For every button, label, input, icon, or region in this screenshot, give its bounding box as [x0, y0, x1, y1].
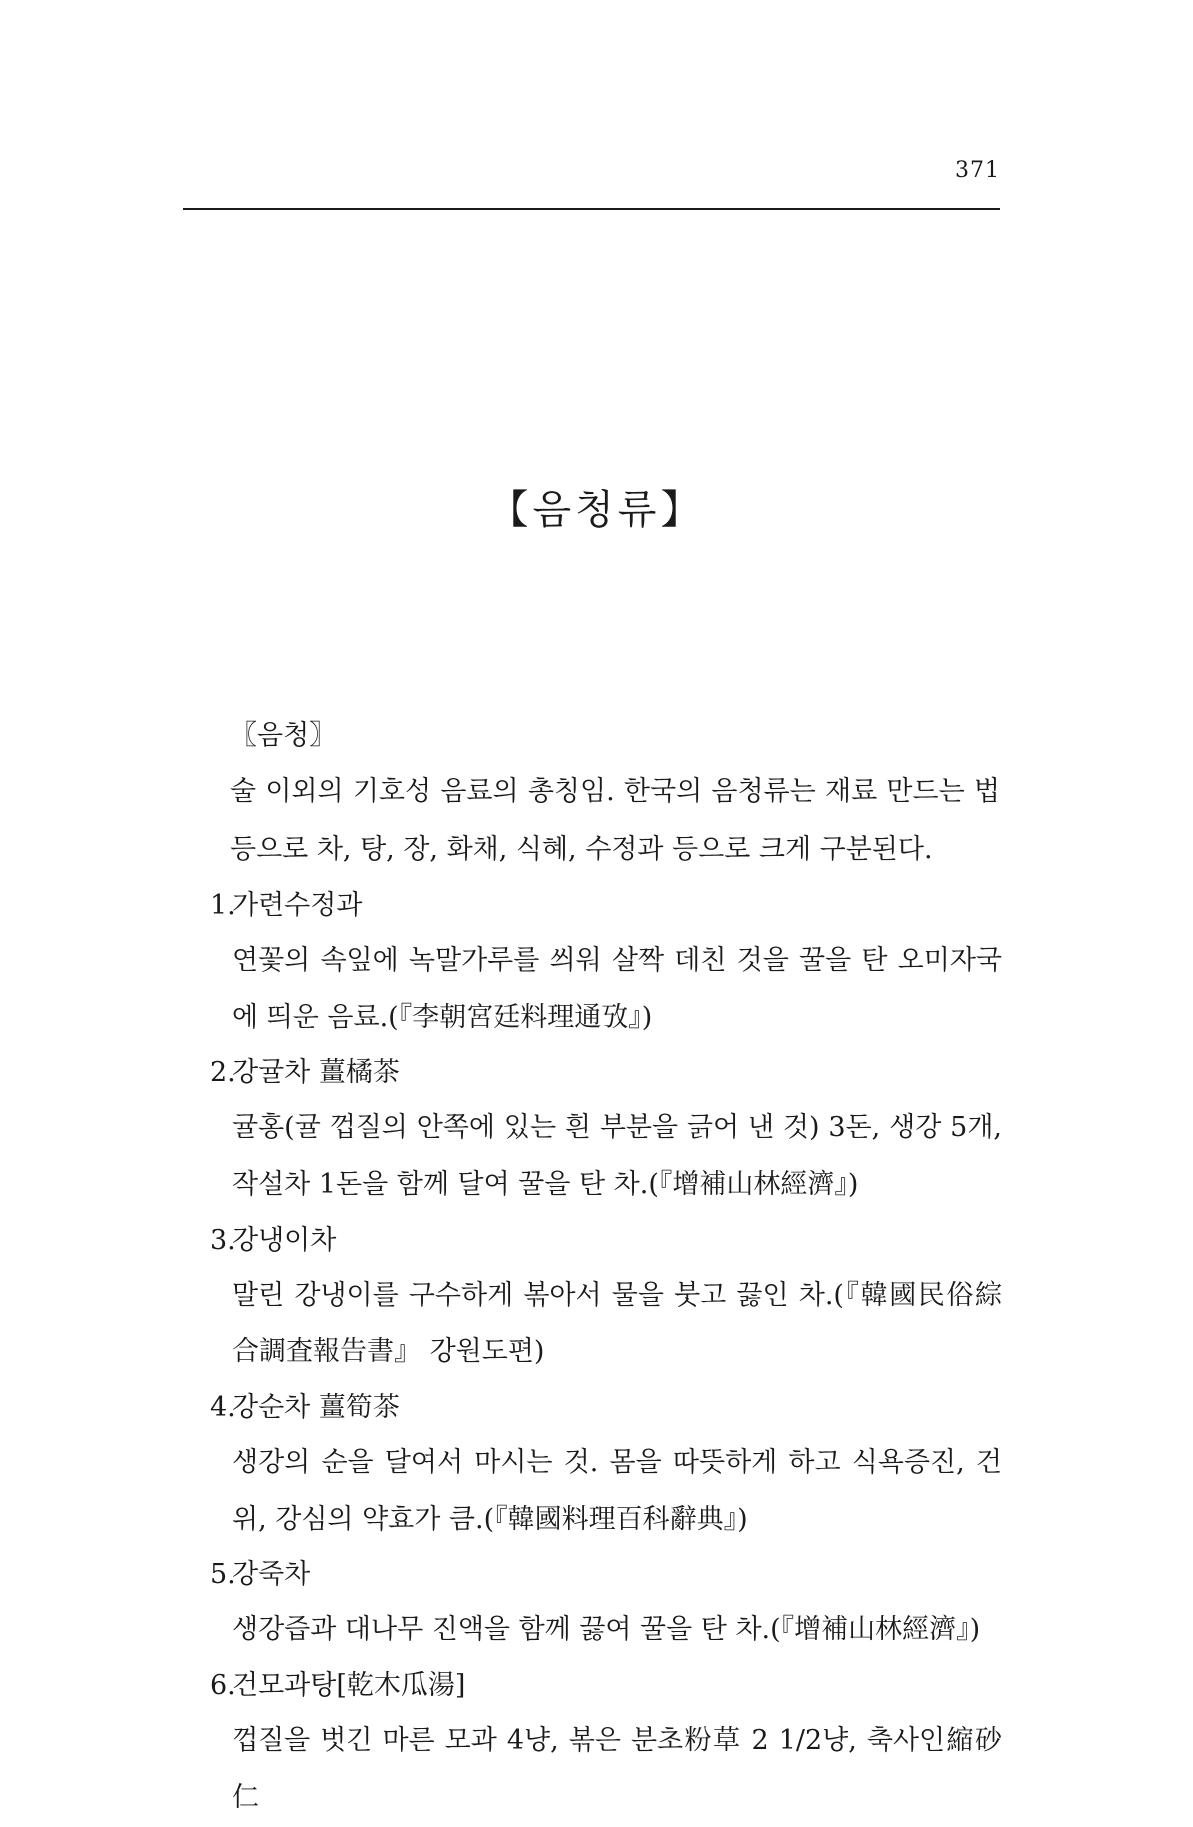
entry-number: 3.	[210, 1224, 236, 1256]
entry-title-line	[210, 1659, 1000, 1713]
entry-number: 5.	[210, 1559, 236, 1591]
entry-number: 2.	[210, 1057, 236, 1089]
entry-description: 껍질을 벗긴 마른 모과 4냥, 볶은 분초粉草 2 1/2냥, 축사인縮砂仁	[232, 1725, 1002, 1813]
entry-title: 강순차 薑筍茶	[232, 1392, 400, 1424]
entry-list	[210, 879, 1000, 1827]
entry-title-line	[210, 1046, 1000, 1100]
entry-4	[210, 1381, 1000, 1548]
entry-1	[210, 879, 1000, 1046]
entry-title: 강죽차	[232, 1559, 311, 1591]
entry-5	[210, 1548, 1000, 1659]
page-number: 371	[955, 158, 1000, 183]
entry-number: 1.	[210, 889, 236, 921]
section-heading: 〖음청〗	[230, 720, 337, 751]
entry-description: 생강의 순을 달여서 마시는 것. 몸을 따뜻하게 하고 식욕증진, 건위, 강심의 약효가 큼.(『韓國料理百科辭典』)	[232, 1447, 1002, 1535]
entry-6	[210, 1659, 1000, 1826]
section-intro: 술 이외의 기호성 음료의 총칭임. 한국의 음청류는 재료 만드는 법 등으로 차, 탕, 장, 화채, 식혜, 수정과 등으로 크게 구분된다.	[230, 775, 1000, 865]
entry-title-line	[210, 1548, 1000, 1602]
entry-title-line	[210, 1381, 1000, 1435]
entry-title: 강귤차 薑橘茶	[232, 1057, 400, 1089]
entry-description: 연꽃의 속잎에 녹말가루를 씌워 살짝 데친 것을 꿀을 탄 오미자국에 띄운 음료.(『李朝宮廷料理通攷』)	[232, 944, 1002, 1033]
entry-number: 6.	[210, 1670, 236, 1702]
entry-description: 생강즙과 대나무 진액을 함께 끓여 꿀을 탄 차.(『增補山林經濟』)	[232, 1614, 981, 1646]
entry-3	[210, 1214, 1000, 1381]
entry-title-line	[210, 879, 1000, 933]
header-rule	[183, 208, 1000, 210]
entry-2	[210, 1046, 1000, 1213]
entry-title-line	[210, 1214, 1000, 1268]
entry-number: 4.	[210, 1392, 236, 1424]
entry-title: 건모과탕[乾木瓜湯]	[232, 1670, 466, 1702]
entry-title: 강냉이차	[232, 1224, 337, 1256]
page-content	[210, 715, 1000, 1827]
chapter-title: 【음청류】	[488, 487, 705, 533]
entry-description: 귤홍(귤 껍질의 안쪽에 있는 흰 부분을 긁어 낸 것) 3돈, 생강 5개, 작설차 1돈을 함께 달여 꿀을 탄 차.(『增補山林經濟』)	[232, 1112, 1002, 1200]
entry-description: 말린 강냉이를 구수하게 볶아서 물을 붓고 끓인 차.(『韓國民俗綜合調査報告書』 강원도편)	[232, 1279, 1002, 1368]
entry-title: 가련수정과	[232, 889, 363, 921]
